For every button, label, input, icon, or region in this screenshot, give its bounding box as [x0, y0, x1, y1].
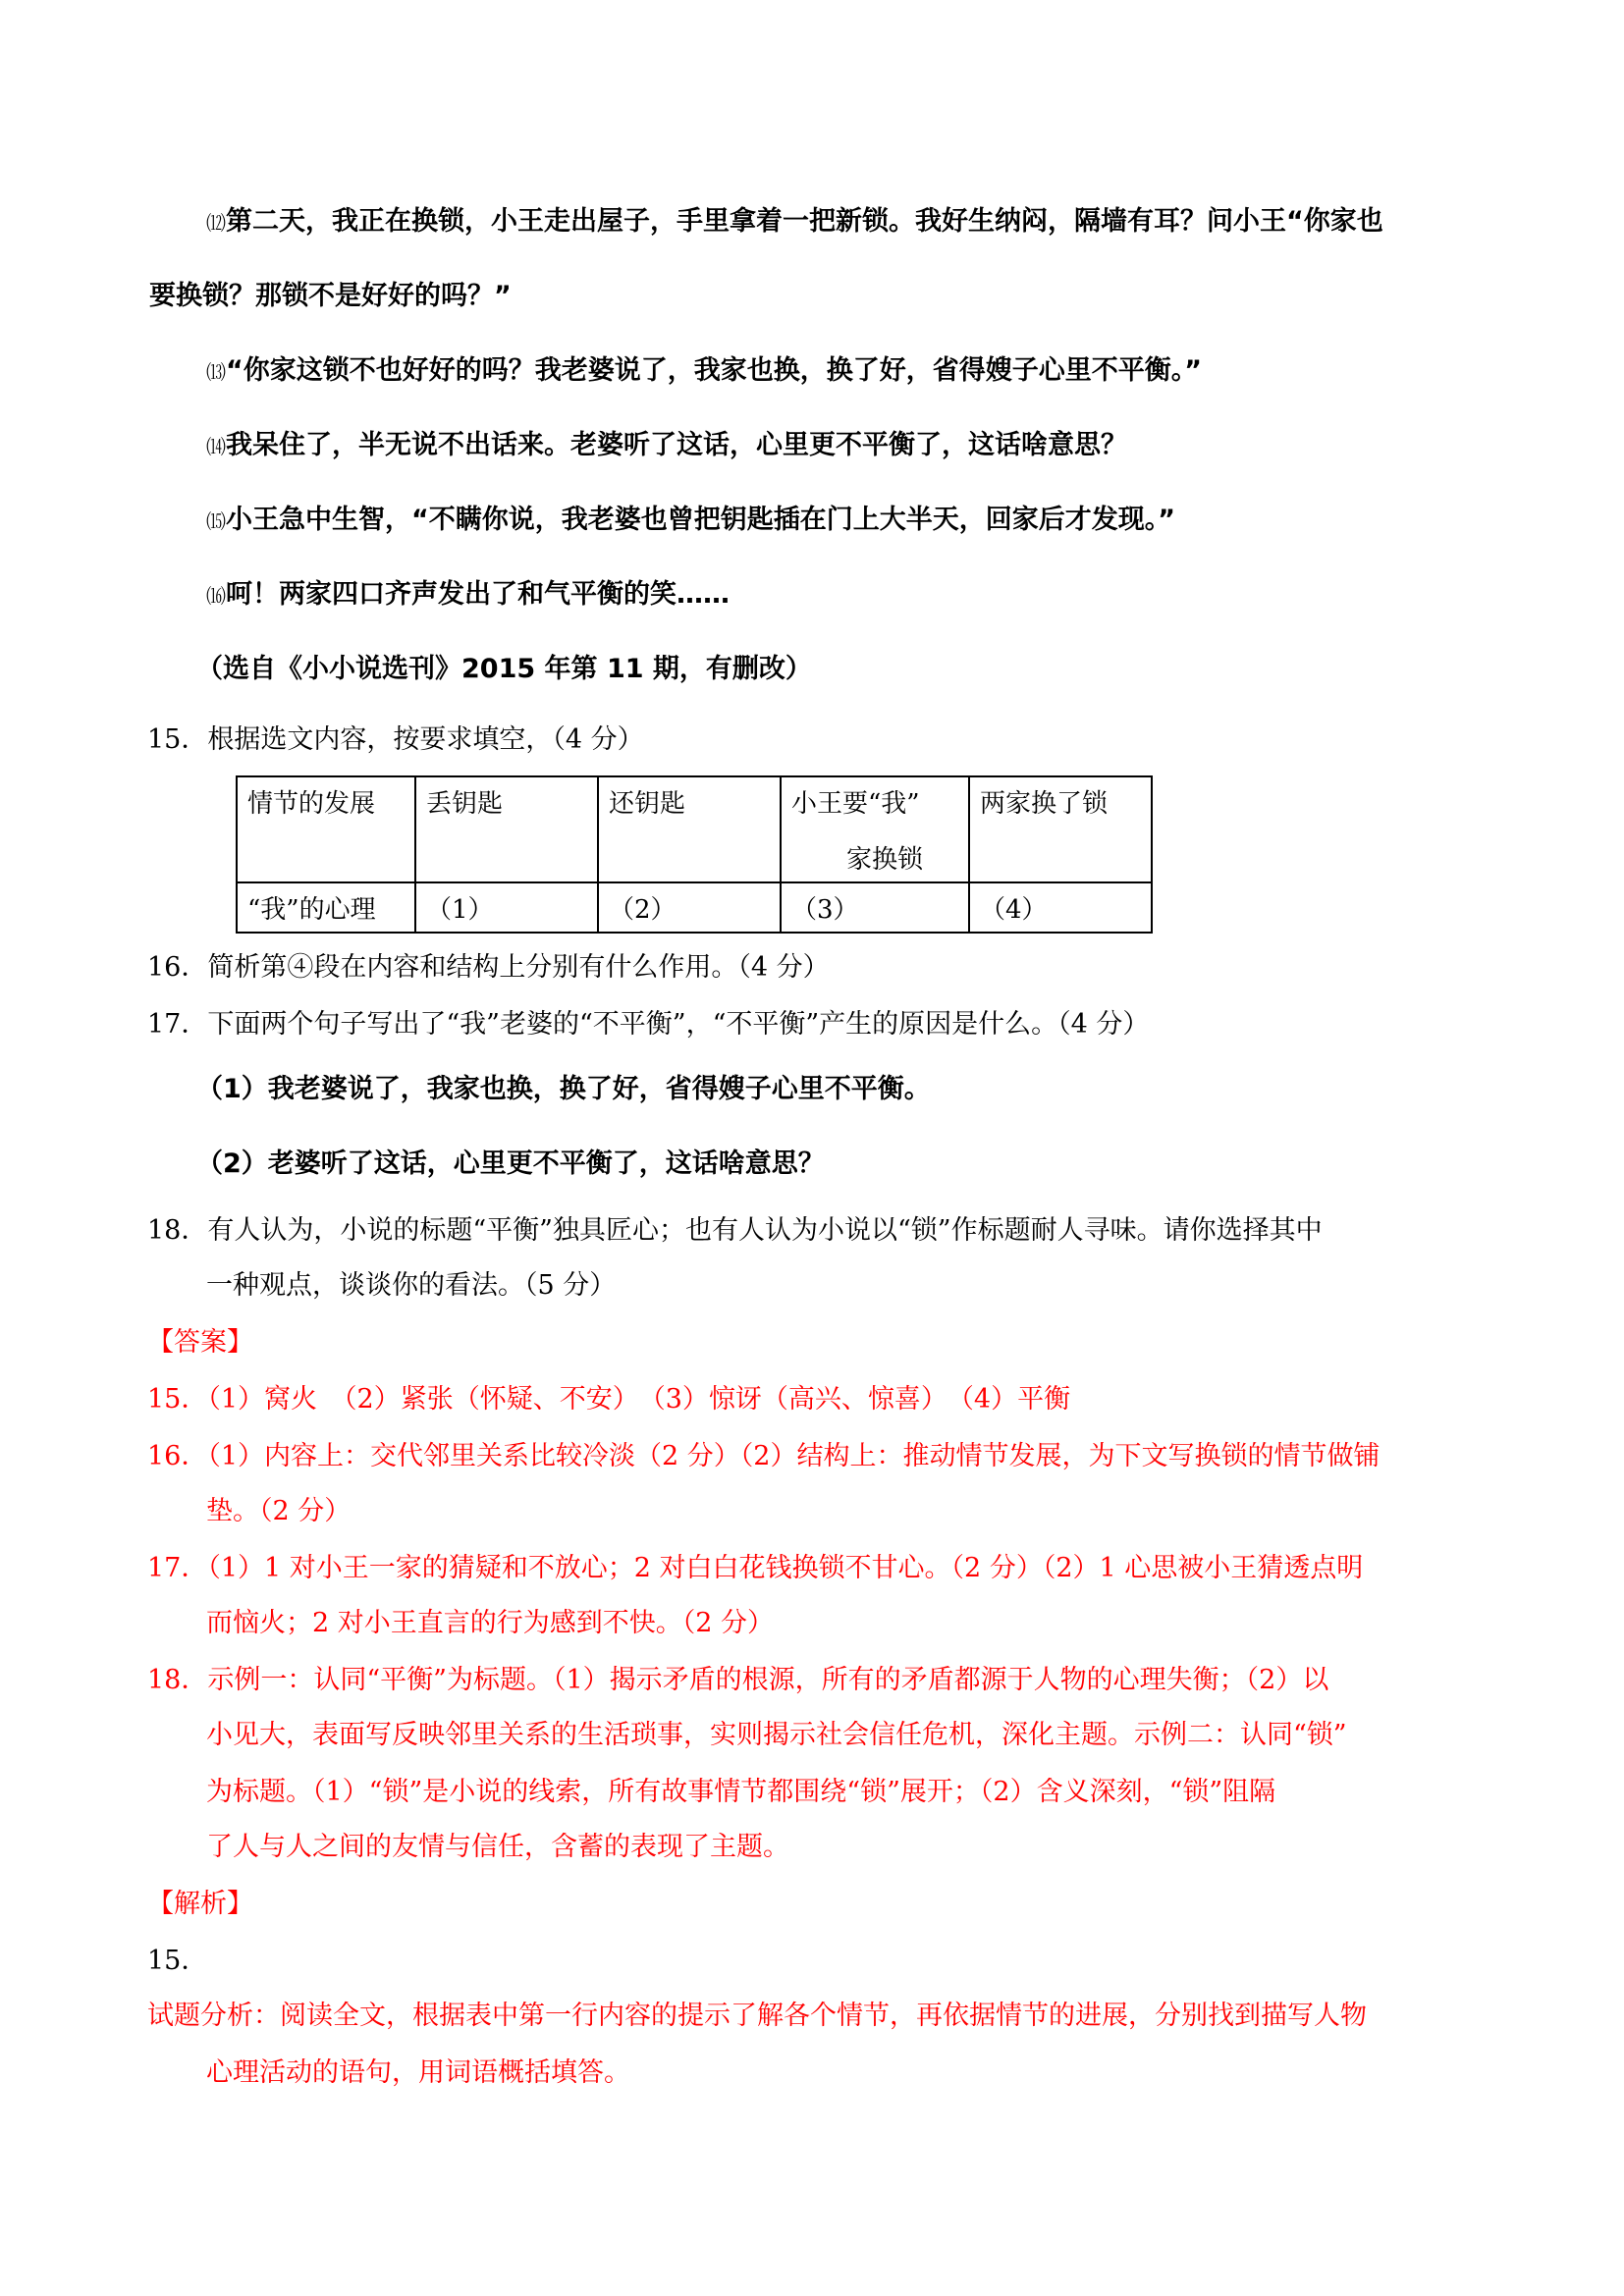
- paragraph-16: ⒃呵！两家四口齐声发出了和气平衡的笑……: [206, 579, 730, 610]
- table-cell: 情节的发展: [237, 776, 415, 882]
- table-cell: （2）: [598, 882, 781, 933]
- table-cell: 两家换了锁: [969, 776, 1152, 882]
- paragraph-number: ⒃: [206, 584, 226, 608]
- story-source: （选自《小小说选刊》2015 年第 11 期，有删改）: [196, 654, 812, 684]
- paragraph-12: ⑿第二天，我正在换锁，小王走出屋子，手里拿着一把新锁。我好生纳闷，隔墙有耳？问小王“你家也: [206, 206, 1383, 237]
- paragraph-13: ⒀“你家这锁不也好好的吗？我老婆说了，我家也换，换了好，省得嫂子心里不平衡。”: [206, 355, 1202, 386]
- table-cell: 丢钥匙: [415, 776, 598, 882]
- analysis-text-cont: 心理活动的语句，用词语概括填答。: [206, 2057, 630, 2088]
- question-15: 15．根据选文内容，按要求填空，（4 分）: [147, 724, 644, 755]
- analysis-text: 试题分析：阅读全文，根据表中第一行内容的提示了解各个情节，再依据情节的进展，分别找到描写人物: [147, 2001, 1367, 2031]
- answer-16-cont: 垫。（2 分）: [206, 1496, 352, 1526]
- question-17: 17．下面两个句子写出了“我”老婆的“不平衡”，“不平衡”产生的原因是什么。（4 分）: [147, 1009, 1150, 1040]
- answer-16: 16．（1）内容上：交代邻里关系比较冷淡（2 分）（2）结构上：推动情节发展，为下文写换锁的情节做铺: [147, 1441, 1380, 1471]
- paragraph-number: ⒁: [206, 435, 226, 458]
- question-18: 18．有人认为，小说的标题“平衡”独具匠心；也有人认为小说以“锁”作标题耐人寻味。请你选择其中: [147, 1215, 1323, 1246]
- question-17-sentence-2: （2）老婆听了这话，心里更不平衡了，这话啥意思？: [196, 1148, 825, 1179]
- question-18-cont: 一种观点，谈谈你的看法。（5 分）: [206, 1270, 617, 1301]
- paragraph-15: ⒂小王急中生智，“不瞒你说，我老婆也曾把钥匙插在门上大半天，回家后才发现。”: [206, 505, 1175, 535]
- paragraph-number: ⑿: [206, 211, 226, 235]
- table-cell: （3）: [781, 882, 969, 933]
- paragraph-14: ⒁我呆住了，半无说不出话来。老婆听了这话，心里更不平衡了，这话啥意思？: [206, 430, 1127, 460]
- analysis-number: 15．: [147, 1946, 208, 1976]
- answer-18: 18．示例一：认同“平衡”为标题。（1）揭示矛盾的根源，所有的矛盾都源于人物的心理失衡；（2）以: [147, 1665, 1329, 1695]
- answer-heading: 【答案】: [147, 1327, 253, 1358]
- answer-18-line-4: 了人与人之间的友情与信任，含蓄的表现了主题。: [206, 1832, 789, 1862]
- answer-18-line-2: 小见大，表面写反映邻里关系的生活琐事，实则揭示社会信任危机，深化主题。示例二：认同“锁”: [206, 1720, 1347, 1750]
- table-row: [237, 776, 1152, 882]
- table-cell: “我”的心理: [237, 882, 415, 933]
- paragraph-number: ⒂: [206, 509, 226, 533]
- question-16: 16．简析第④段在内容和结构上分别有什么作用。（4 分）: [147, 952, 830, 983]
- answer-18-line-3: 为标题。（1）“锁”是小说的线索，所有故事情节都围绕“锁”展开；（2）含义深刻，“锁”阻隔: [206, 1777, 1276, 1807]
- answer-17: 17．（1）1 对小王一家的猜疑和不放心；2 对白白花钱换锁不甘心。（2 分）（2）1 心思被小王猜透点明: [147, 1553, 1364, 1583]
- plot-psychology-table: [236, 775, 1153, 934]
- paragraph-12-cont: 要换锁？那锁不是好好的吗？”: [149, 281, 512, 311]
- analysis-heading: 【解析】: [147, 1889, 253, 1919]
- table-cell: （4）: [969, 882, 1152, 933]
- answer-17-cont: 而恼火；2 对小王直言的行为感到不快。（2 分）: [206, 1608, 775, 1638]
- answer-15: 15．（1）窝火 （2）紧张（怀疑、不安） （3）惊讶（高兴、惊喜） （4）平衡: [147, 1384, 1071, 1415]
- question-17-sentence-1: （1）我老婆说了，我家也换，换了好，省得嫂子心里不平衡。: [196, 1074, 931, 1104]
- table-cell: 还钥匙: [598, 776, 781, 882]
- table-cell: 小王要“我” 家换锁: [781, 776, 969, 882]
- table-row: [237, 882, 1152, 933]
- paragraph-number: ⒀: [206, 360, 226, 384]
- table-cell: （1）: [415, 882, 598, 933]
